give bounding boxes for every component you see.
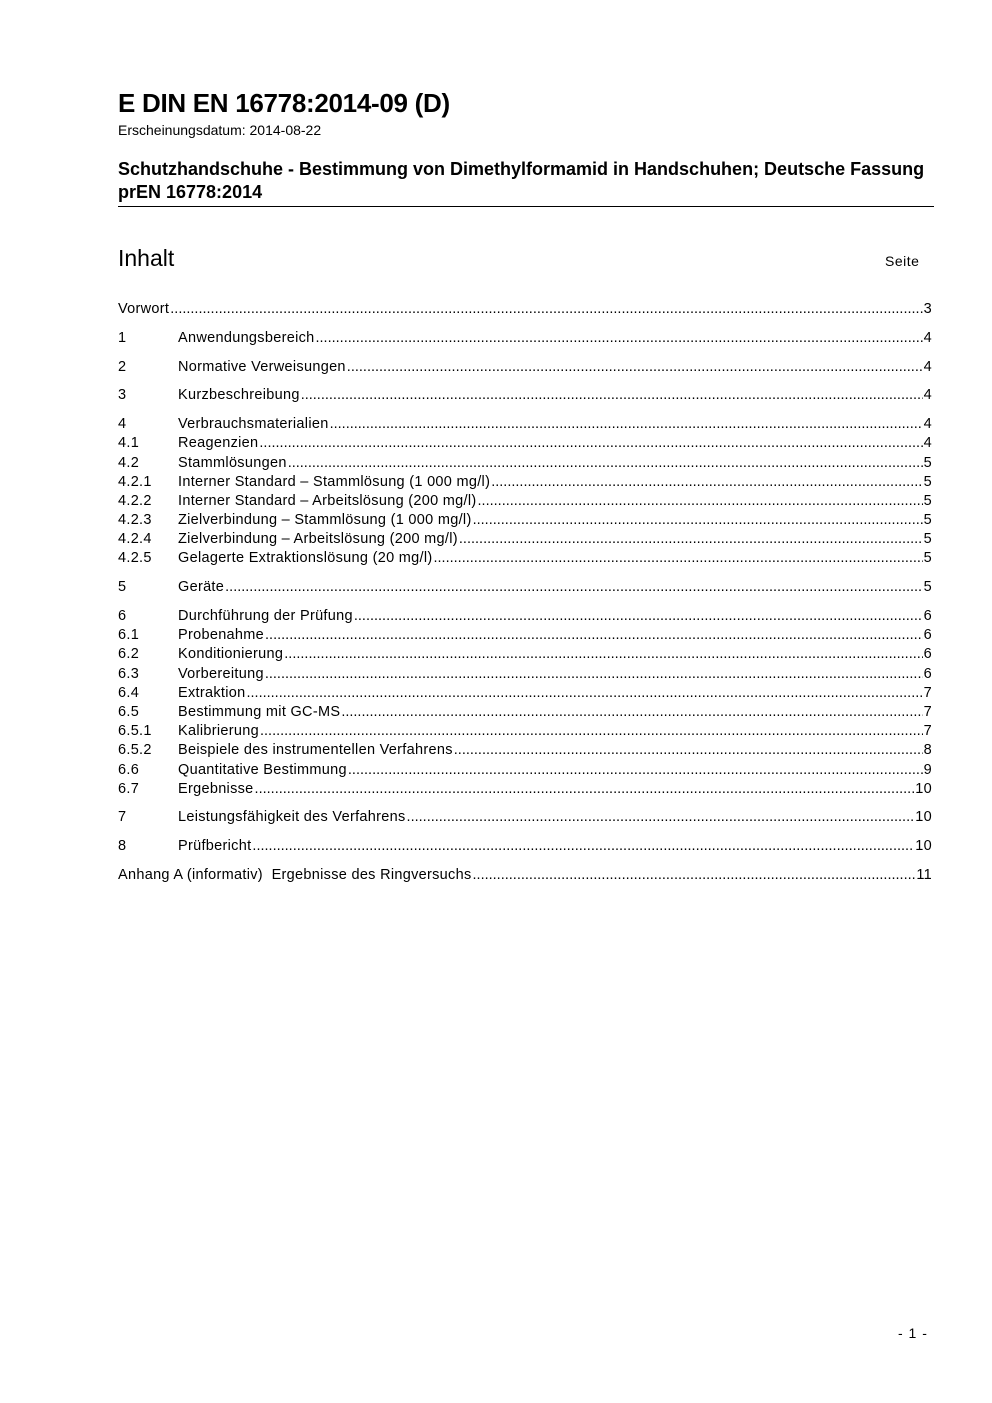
page-number: - 1 - [898,1325,928,1341]
toc-leader [473,512,923,528]
toc-leader [288,455,923,471]
toc-entry-text: Interner Standard – Arbeitslösung (200 mg/l) [178,492,477,509]
toc-leader [246,685,922,701]
toc-entry-page: 7 [923,723,932,740]
toc-entry-number: 4.2.3 [118,512,152,529]
toc-entry-text: Extraktion [178,684,246,701]
toc-entry[interactable] [118,531,932,550]
toc-entry-page: 5 [923,512,932,529]
toc-leader [301,387,923,403]
toc-leader [478,493,923,509]
toc-entry-page: 3 [923,301,932,317]
toc-entry-page: 4 [923,387,932,404]
toc-leader [330,416,923,432]
toc-entry-number: 4.2.4 [118,531,152,548]
toc-entry[interactable] [118,646,932,665]
toc-entry-text: Konditionierung [178,646,284,663]
toc-entry[interactable] [118,301,932,320]
toc-leader [434,550,923,566]
toc-entry-number: 6.3 [118,665,140,682]
toc-entry[interactable] [118,666,932,685]
toc-entry[interactable] [118,608,932,627]
toc-entry[interactable] [118,762,932,781]
toc-entry-number: 4.1 [118,435,140,452]
toc-entry-number: 6.2 [118,646,140,663]
toc-entry-text: Reagenzien [178,435,259,452]
toc-entry[interactable] [118,704,932,723]
title-divider [118,206,934,207]
toc-leader [255,781,915,797]
toc-entry-text: Ergebnisse [178,780,254,797]
toc-entry-number: 4.2.1 [118,473,152,490]
toc-entry-page: 9 [923,761,932,778]
toc-entry-page: 7 [923,703,932,720]
toc-entry-number: 5 [118,579,127,596]
toc-entry-text: Normative Verweisungen [178,358,346,375]
toc-page-label: Seite [885,253,920,269]
toc-leader [225,579,922,595]
toc-entry-text: Prüfbericht [178,838,252,855]
toc-entry-number: 7 [118,809,127,826]
toc-entry-number: 1 [118,329,127,346]
toc-entry-number: 4.2 [118,454,140,471]
toc-entry[interactable] [118,474,932,493]
toc-leader [454,742,923,758]
toc-entry-number: 6.5.2 [118,742,152,759]
toc-leader [259,435,922,451]
toc-entry-page: 4 [923,358,932,375]
toc-entry[interactable] [118,685,932,704]
toc-entry-number: 2 [118,358,127,375]
toc-entry-text: Kurzbeschreibung [178,387,300,404]
toc-entry-text: Verbrauchsmaterialien [178,416,329,433]
toc-heading: Inhalt [118,245,175,271]
toc-entry-number: 6.1 [118,627,140,644]
toc-entry-page: 6 [923,665,932,682]
toc-leader [473,867,916,883]
toc-entry-text: Bestimmung mit GC-MS [178,703,341,720]
toc-entry-page: 6 [923,627,932,644]
toc-leader [341,704,922,720]
toc-entry-number: 4.2.2 [118,492,152,509]
toc-leader [354,608,923,624]
toc-entry-page: 8 [923,742,932,759]
toc-entry[interactable] [118,330,932,349]
toc-entry-page: 10 [915,809,932,826]
document-id: E DIN EN 16778:2014-09 (D) [118,88,450,118]
toc-entry-page: 4 [923,329,932,346]
toc-leader [407,809,915,825]
toc-entry-text: Stammlösungen [178,454,287,471]
toc-entry-text: Quantitative Bestimmung [178,761,347,778]
toc-entry-text: Zielverbindung – Arbeitslösung (200 mg/l) [178,531,458,548]
toc-entry-page: 4 [923,416,932,433]
toc-leader [316,330,923,346]
toc-entry[interactable] [118,416,932,435]
toc-entry-text: Anwendungsbereich [178,329,315,346]
toc-entry-page: 6 [923,608,932,624]
toc-entry-page: 5 [923,579,932,596]
toc-entry[interactable] [118,867,932,886]
toc-entry[interactable] [118,627,932,646]
table-of-contents [118,301,932,886]
toc-leader [252,838,914,854]
toc-leader [347,359,923,375]
toc-entry-page: 10 [915,838,932,855]
toc-entry[interactable] [118,550,932,569]
toc-entry-text: Gelagerte Extraktionslösung (20 mg/l) [178,550,433,567]
toc-entry-text: Vorbereitung [178,665,264,682]
toc-entry-number: 3 [118,387,127,404]
toc-entry-number: 6.5.1 [118,723,152,740]
toc-entry-text: Leistungsfähigkeit des Verfahrens [178,809,406,826]
toc-entry[interactable] [118,723,932,742]
toc-leader [459,531,923,547]
toc-leader [284,646,922,662]
toc-entry[interactable] [118,781,932,800]
publication-date: Erscheinungsdatum: 2014-08-22 [118,122,322,138]
toc-entry-text: Beispiele des instrumentellen Verfahrens [178,742,453,759]
toc-entry[interactable] [118,809,932,828]
toc-entry-text: Geräte [178,579,225,596]
toc-leader [265,666,923,682]
toc-entry[interactable] [118,455,932,474]
toc-leader [348,762,923,778]
toc-entry-text: Durchführung der Prüfung [178,608,353,624]
toc-entry-number: 6.4 [118,684,140,701]
toc-leader [491,474,922,490]
toc-entry-page: 5 [923,492,932,509]
toc-entry-text: Zielverbindung – Stammlösung (1 000 mg/l) [178,512,472,529]
toc-entry-number: 4 [118,416,127,433]
toc-leader [260,723,923,739]
toc-entry-page: 6 [923,646,932,663]
toc-entry[interactable] [118,435,932,454]
toc-entry-text: Probenahme [178,627,265,644]
toc-entry-page: 5 [923,550,932,567]
toc-entry[interactable] [118,493,932,512]
toc-entry-page: 5 [923,454,932,471]
toc-entry-number: 6 [118,608,127,624]
document-title: Schutzhandschuhe - Bestimmung von Dimethylformamid in Handschuhen; Deutsche Fassung prEN 16778:2014 [118,159,925,202]
toc-entry-page: 5 [923,473,932,490]
toc-entry-page: 5 [923,531,932,548]
toc-entry-number: 6.7 [118,780,140,797]
toc-entry-text: Vorwort [118,301,170,317]
toc-entry-page: 11 [916,867,932,884]
toc-entry-text: Anhang A (informativ) Ergebnisse des Ringversuchs [118,867,472,884]
toc-entry[interactable] [118,359,932,378]
toc-entry-page: 4 [923,435,932,452]
toc-entry-text: Interner Standard – Stammlösung (1 000 mg/l) [178,473,491,490]
toc-entry-number: 8 [118,838,127,855]
toc-leader [265,627,923,643]
toc-entry[interactable] [118,387,932,406]
toc-entry[interactable] [118,512,932,531]
toc-entry-text: Kalibrierung [178,723,259,740]
toc-entry-number: 6.6 [118,761,140,778]
toc-entry-page: 10 [915,780,932,797]
toc-entry-page: 7 [923,684,932,701]
toc-entry[interactable] [118,838,932,857]
toc-entry[interactable] [118,579,932,598]
toc-entry-number: 4.2.5 [118,550,152,567]
toc-entry[interactable] [118,742,932,761]
toc-leader [170,301,922,317]
toc-entry-number: 6.5 [118,703,140,720]
